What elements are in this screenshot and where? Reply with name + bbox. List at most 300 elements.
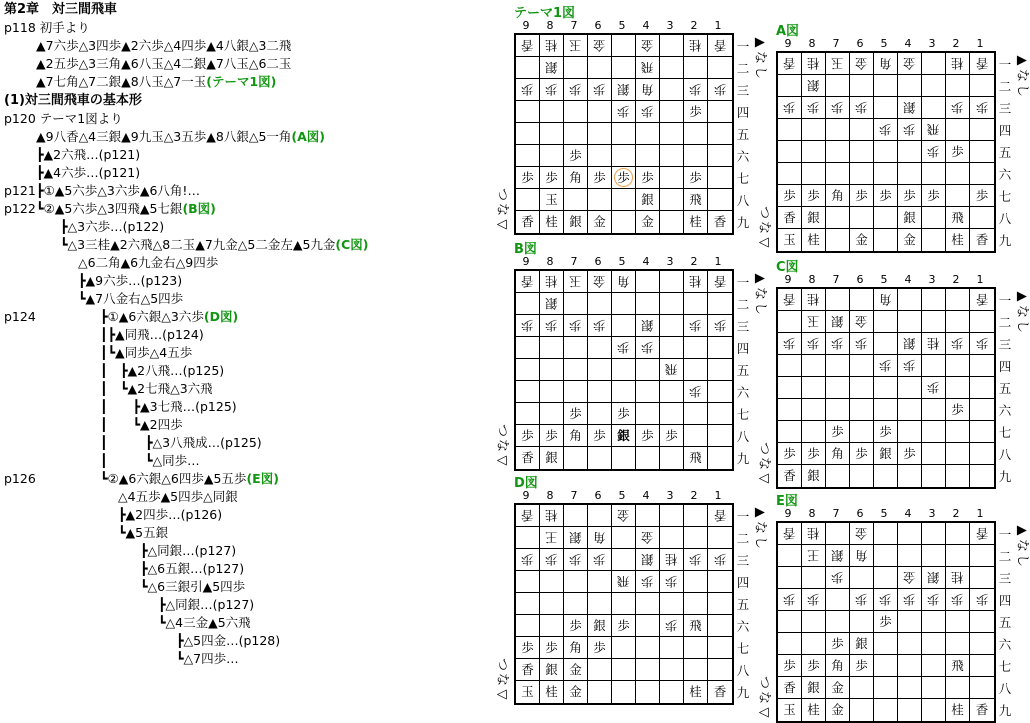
sente-piece: 歩 xyxy=(855,188,868,203)
board-square xyxy=(970,677,994,699)
board-square xyxy=(874,207,898,229)
sente-piece: 歩 xyxy=(879,424,892,439)
board-square xyxy=(684,359,708,381)
gote-piece: 王 xyxy=(807,548,820,563)
board-square xyxy=(826,523,850,545)
gote-piece: 歩 xyxy=(641,574,654,589)
file-label: 2 xyxy=(690,19,698,32)
hand-char: ▽ xyxy=(756,707,772,718)
board-square xyxy=(684,505,708,527)
board-square xyxy=(540,79,564,101)
board-square xyxy=(946,377,970,399)
gote-piece: 歩 xyxy=(713,552,727,567)
rank-label: 三 xyxy=(998,101,1012,116)
hand-char: つ xyxy=(494,423,510,437)
sente-piece: 銀 xyxy=(593,618,606,633)
move-line: ┃ ┗▲2四歩 xyxy=(100,417,183,432)
sente-piece: 銀 xyxy=(855,636,868,651)
gote-piece: 歩 xyxy=(927,380,940,395)
board-square xyxy=(802,289,826,311)
board-grid xyxy=(514,33,734,235)
move-line: ┣△同銀…(p127) xyxy=(158,597,255,612)
sente-piece: 歩 xyxy=(903,188,916,203)
gote-hand xyxy=(756,441,772,486)
file-label: 2 xyxy=(952,37,960,50)
board-square xyxy=(922,699,946,721)
board-square xyxy=(708,315,732,337)
board-square xyxy=(564,57,588,79)
board-square xyxy=(564,101,588,123)
board-square xyxy=(946,567,970,589)
rank-label: 三 xyxy=(736,83,750,98)
sente-piece: 歩 xyxy=(593,640,606,655)
board-square xyxy=(516,211,540,233)
board-square xyxy=(540,101,564,123)
gote-piece: 角 xyxy=(593,530,606,545)
rank-label: 一 xyxy=(998,293,1012,308)
rank-label: 八 xyxy=(998,211,1012,226)
board-square xyxy=(684,447,708,469)
board-square xyxy=(946,465,970,487)
board-square xyxy=(684,145,708,167)
gote-piece: 玉 xyxy=(807,314,820,329)
sente-piece: 歩 xyxy=(545,170,558,185)
board-square xyxy=(636,549,660,571)
rank-label: 一 xyxy=(998,57,1012,72)
move-line: ┣①▲5六歩△3六歩▲6八角!… xyxy=(36,183,200,198)
rank-label: 四 xyxy=(998,359,1012,374)
hand-char: し xyxy=(752,535,768,549)
gote-piece: 銀 xyxy=(831,548,844,563)
board-square xyxy=(708,79,732,101)
board-square xyxy=(684,293,708,315)
gote-piece: 歩 xyxy=(975,100,989,115)
board-square xyxy=(826,289,850,311)
hand-char: つ xyxy=(494,657,510,671)
sente-piece: 歩 xyxy=(831,636,844,651)
board-square xyxy=(898,207,922,229)
board-square xyxy=(540,659,564,681)
board-square xyxy=(516,505,540,527)
sente-piece: 金 xyxy=(569,662,582,677)
file-label: 4 xyxy=(642,489,650,502)
board-square xyxy=(802,163,826,185)
board-square xyxy=(970,399,994,421)
board-square xyxy=(708,189,732,211)
board-square xyxy=(660,271,684,293)
board-square xyxy=(516,145,540,167)
board-square xyxy=(874,141,898,163)
board-square xyxy=(636,35,660,57)
board-square xyxy=(588,593,612,615)
gote-piece: 桂 xyxy=(545,38,558,53)
rank-label: 三 xyxy=(736,553,750,568)
board-square xyxy=(874,355,898,377)
board-square xyxy=(850,677,874,699)
board-square xyxy=(850,589,874,611)
sente-piece: 金 xyxy=(831,680,844,695)
sente-piece: 歩 xyxy=(783,446,796,461)
rank-label: 二 xyxy=(998,315,1012,330)
board-square xyxy=(612,403,636,425)
sente-piece: 飛 xyxy=(951,658,964,673)
board-square xyxy=(540,35,564,57)
board-square xyxy=(970,611,994,633)
board-square xyxy=(826,355,850,377)
board-square xyxy=(708,659,732,681)
board-square xyxy=(922,53,946,75)
sente-piece: 角 xyxy=(831,188,844,203)
sente-piece: 歩 xyxy=(617,170,630,185)
board-square xyxy=(874,545,898,567)
board-square xyxy=(516,425,540,447)
board-square xyxy=(874,655,898,677)
board-square xyxy=(826,377,850,399)
board-square xyxy=(874,75,898,97)
rank-label: 二 xyxy=(736,297,750,312)
board-square xyxy=(826,465,850,487)
board-square xyxy=(516,167,540,189)
board-square xyxy=(802,567,826,589)
file-label: 4 xyxy=(642,255,650,268)
board-square xyxy=(826,677,850,699)
board-square xyxy=(636,425,660,447)
sente-piece: 歩 xyxy=(593,170,606,185)
board-square xyxy=(516,359,540,381)
board-square xyxy=(826,633,850,655)
board-square xyxy=(612,681,636,703)
sente-piece: 歩 xyxy=(569,406,582,421)
gote-piece: 歩 xyxy=(951,100,964,115)
hand-char: な xyxy=(494,202,510,216)
gote-piece: 飛 xyxy=(617,574,630,589)
hand-char: ▲ xyxy=(752,37,768,48)
board-square xyxy=(660,167,684,189)
sente-piece: 歩 xyxy=(831,424,844,439)
board-square xyxy=(946,163,970,185)
board-square xyxy=(708,359,732,381)
move-line: ┗△6三銀引▲5四歩 xyxy=(140,579,246,594)
gote-piece: 香 xyxy=(713,274,727,289)
board-square xyxy=(588,315,612,337)
gote-piece: 歩 xyxy=(713,318,727,333)
board-square xyxy=(970,633,994,655)
rank-label: 九 xyxy=(736,451,750,466)
file-label: 2 xyxy=(690,255,698,268)
board-square xyxy=(778,567,802,589)
board-square xyxy=(970,229,994,251)
board-square xyxy=(898,289,922,311)
board-square xyxy=(540,145,564,167)
board-square xyxy=(540,615,564,637)
board-square xyxy=(850,633,874,655)
gote-piece: 銀 xyxy=(807,78,820,93)
hand-char: ▽ xyxy=(494,219,510,230)
gote-piece: 歩 xyxy=(545,82,558,97)
board-square xyxy=(850,611,874,633)
gote-piece: 歩 xyxy=(831,570,844,585)
board-square xyxy=(826,185,850,207)
board-square xyxy=(826,207,850,229)
gote-piece: 香 xyxy=(521,508,534,523)
board-square xyxy=(778,75,802,97)
board-square xyxy=(540,571,564,593)
board-square xyxy=(922,229,946,251)
board-square xyxy=(850,163,874,185)
gote-piece: 歩 xyxy=(783,100,796,115)
board-square xyxy=(850,655,874,677)
board-square xyxy=(802,655,826,677)
gote-piece: 玉 xyxy=(569,38,582,53)
hand-char: な xyxy=(1014,68,1030,82)
board-square xyxy=(922,163,946,185)
board-square xyxy=(516,571,540,593)
hand-char: し xyxy=(752,65,768,79)
board-square xyxy=(874,589,898,611)
board-square xyxy=(588,615,612,637)
file-label: 6 xyxy=(856,507,864,520)
board-square xyxy=(922,545,946,567)
board-square xyxy=(946,355,970,377)
sente-piece: 歩 xyxy=(807,188,820,203)
board-square xyxy=(922,633,946,655)
board-square xyxy=(970,97,994,119)
board-square xyxy=(708,505,732,527)
gote-piece: 銀 xyxy=(617,82,630,97)
board-square xyxy=(778,355,802,377)
board-square xyxy=(564,35,588,57)
sente-piece: 金 xyxy=(593,214,606,229)
board-square xyxy=(946,229,970,251)
file-label: 1 xyxy=(714,19,722,32)
gote-hand xyxy=(494,187,510,232)
gote-piece: 銀 xyxy=(903,100,916,115)
sente-piece: 飛 xyxy=(689,450,702,465)
board-square xyxy=(802,333,826,355)
board-square xyxy=(850,421,874,443)
board-square xyxy=(826,333,850,355)
sente-piece: 角 xyxy=(569,428,582,443)
board-square xyxy=(516,403,540,425)
gote-piece: 歩 xyxy=(879,122,892,137)
board-square xyxy=(874,185,898,207)
board-square xyxy=(636,271,660,293)
rank-label: 九 xyxy=(998,703,1012,718)
file-label: 3 xyxy=(666,489,674,502)
board-square xyxy=(612,79,636,101)
board-square xyxy=(660,527,684,549)
gote-piece: 歩 xyxy=(689,552,702,567)
rank-label: 五 xyxy=(736,127,750,142)
board-square xyxy=(588,403,612,425)
board-square xyxy=(612,571,636,593)
board-grid xyxy=(776,521,996,723)
hand-char: ▽ xyxy=(756,237,772,248)
board-square xyxy=(708,571,732,593)
page-ref: p124 xyxy=(4,309,36,324)
board-square xyxy=(684,211,708,233)
sente-piece: 銀 xyxy=(569,214,582,229)
board-square xyxy=(564,527,588,549)
hand-char: つ xyxy=(756,441,772,455)
board-square xyxy=(874,333,898,355)
board-square xyxy=(516,527,540,549)
sente-hand xyxy=(1014,289,1030,334)
board-square xyxy=(684,35,708,57)
board-square xyxy=(802,589,826,611)
rank-label: 五 xyxy=(998,381,1012,396)
diagram-ref: (C図) xyxy=(335,237,369,252)
sente-piece: 歩 xyxy=(879,188,892,203)
board-grid xyxy=(514,269,734,471)
board-square xyxy=(898,611,922,633)
board-square xyxy=(516,549,540,571)
gote-piece: 歩 xyxy=(569,82,582,97)
board-square xyxy=(778,311,802,333)
board-square xyxy=(564,505,588,527)
rank-label: 四 xyxy=(736,341,750,356)
board-square xyxy=(612,359,636,381)
hand-char: な xyxy=(1014,304,1030,318)
board-square xyxy=(588,35,612,57)
board-square xyxy=(564,271,588,293)
file-label: 2 xyxy=(952,507,960,520)
sente-piece: 角 xyxy=(831,446,844,461)
file-label: 7 xyxy=(570,19,578,32)
gote-piece: 歩 xyxy=(665,618,678,633)
board-square xyxy=(922,141,946,163)
gote-piece: 銀 xyxy=(831,314,844,329)
board-square xyxy=(684,101,708,123)
sente-hand xyxy=(752,35,768,80)
board-square xyxy=(612,123,636,145)
rank-label: 九 xyxy=(998,469,1012,484)
rank-label: 五 xyxy=(736,597,750,612)
board-square xyxy=(874,421,898,443)
board-square xyxy=(802,207,826,229)
board-square xyxy=(660,637,684,659)
board-square xyxy=(898,523,922,545)
hand-char: し xyxy=(752,301,768,315)
file-label: 5 xyxy=(618,255,626,268)
sente-piece: 香 xyxy=(975,702,989,717)
board-square xyxy=(898,311,922,333)
board-square xyxy=(898,333,922,355)
board-square xyxy=(708,447,732,469)
gote-piece: 歩 xyxy=(927,592,940,607)
board-square xyxy=(898,443,922,465)
board-square xyxy=(802,229,826,251)
rank-label: 二 xyxy=(736,61,750,76)
move-line: (1)対三間飛車の基本形 xyxy=(4,93,142,108)
gote-piece: 香 xyxy=(713,38,727,53)
board-square xyxy=(660,359,684,381)
board-square xyxy=(612,637,636,659)
board-square xyxy=(922,333,946,355)
gote-piece: 歩 xyxy=(689,82,702,97)
gote-piece: 歩 xyxy=(879,592,892,607)
rank-label: 八 xyxy=(998,681,1012,696)
sente-piece: 桂 xyxy=(545,684,558,699)
diagram-ref: (B図) xyxy=(182,201,216,216)
board-square xyxy=(946,589,970,611)
board-square xyxy=(778,523,802,545)
board-square xyxy=(684,57,708,79)
rank-label: 七 xyxy=(736,641,750,656)
file-label: 8 xyxy=(808,273,816,286)
sente-piece: 歩 xyxy=(641,428,654,443)
gote-piece: 香 xyxy=(783,292,796,307)
board-square xyxy=(636,145,660,167)
gote-piece: 桂 xyxy=(545,274,558,289)
sente-piece: 歩 xyxy=(927,188,940,203)
hand-char: つ xyxy=(494,187,510,201)
board-square xyxy=(802,119,826,141)
board-square xyxy=(946,97,970,119)
file-label: 1 xyxy=(976,507,984,520)
board-square xyxy=(802,377,826,399)
board-square xyxy=(708,145,732,167)
sente-piece: 歩 xyxy=(951,402,964,417)
gote-piece: 歩 xyxy=(951,592,964,607)
board-square xyxy=(660,549,684,571)
board-square xyxy=(850,333,874,355)
board-square xyxy=(708,123,732,145)
rank-label: 九 xyxy=(998,233,1012,248)
board-square xyxy=(588,101,612,123)
sente-piece: 香 xyxy=(521,450,534,465)
board-square xyxy=(874,567,898,589)
board-grid xyxy=(776,287,996,489)
board-square xyxy=(946,207,970,229)
move-line: ┣△5四金…(p128) xyxy=(176,633,281,648)
move-line: ▲7六歩△3四歩▲2六歩△4四歩▲4八銀△3二飛 xyxy=(36,38,292,53)
diagram-ref: (E図) xyxy=(246,471,279,486)
hand-char: ▲ xyxy=(1014,55,1030,66)
board-square xyxy=(540,271,564,293)
hand-char: ▽ xyxy=(494,455,510,466)
board-square xyxy=(660,145,684,167)
board-square xyxy=(922,567,946,589)
gote-piece: 銀 xyxy=(641,552,654,567)
sente-piece: 飛 xyxy=(951,210,964,225)
move-line: ┣▲2四歩…(p126) xyxy=(118,507,223,522)
board-square xyxy=(946,75,970,97)
sente-piece: 香 xyxy=(521,214,534,229)
gote-piece: 歩 xyxy=(903,358,916,373)
board-square xyxy=(850,185,874,207)
board-square xyxy=(850,443,874,465)
board-square xyxy=(612,549,636,571)
file-label: 9 xyxy=(784,507,792,520)
board-square xyxy=(922,119,946,141)
move-line: ┃ ┗△同歩… xyxy=(100,453,200,468)
sente-piece: 香 xyxy=(783,680,796,695)
board-square xyxy=(802,311,826,333)
gote-piece: 銀 xyxy=(903,336,916,351)
file-label: 1 xyxy=(976,273,984,286)
rank-label: 四 xyxy=(736,575,750,590)
board-square xyxy=(970,655,994,677)
sente-piece: 歩 xyxy=(521,640,534,655)
board-square xyxy=(970,699,994,721)
board-square xyxy=(946,421,970,443)
sente-piece: 香 xyxy=(783,210,796,225)
board-square xyxy=(684,659,708,681)
gote-piece: 銀 xyxy=(641,318,654,333)
gote-piece: 桂 xyxy=(807,56,820,71)
board-square xyxy=(970,311,994,333)
